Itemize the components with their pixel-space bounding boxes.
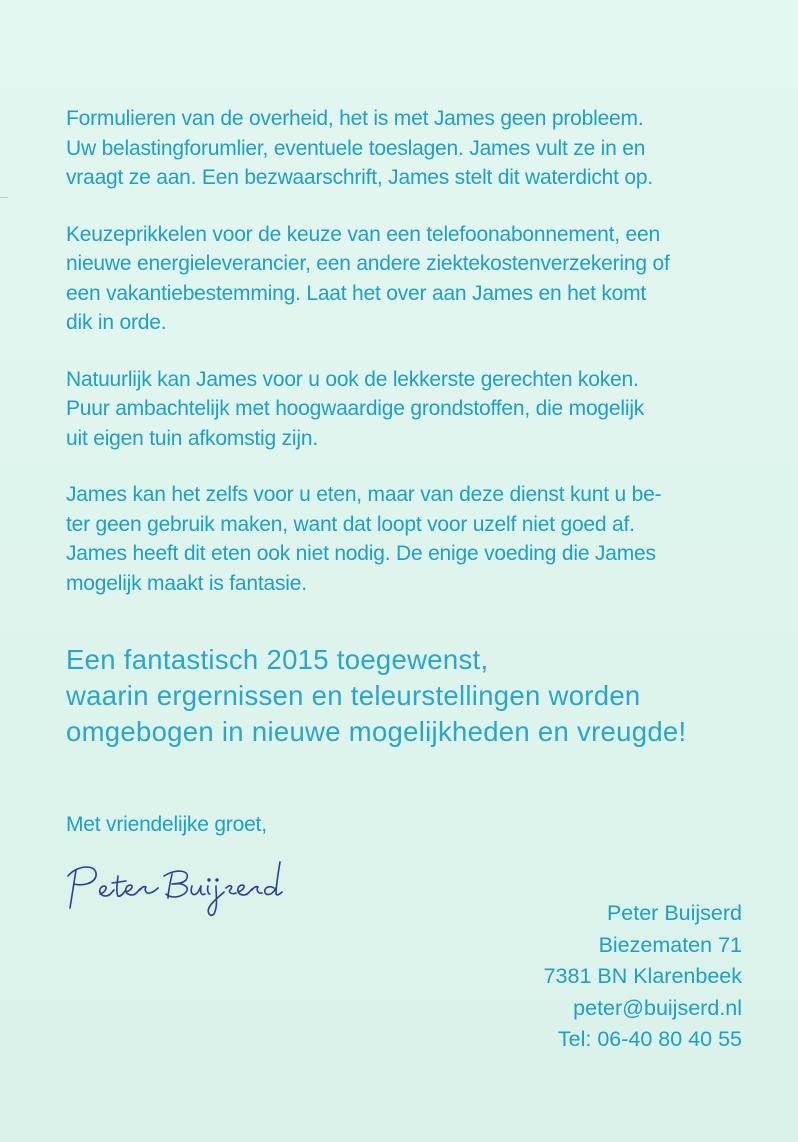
text-line: Formulieren van de overheid, het is met James geen probleem.: [66, 107, 644, 130]
text-line: Natuurlijk kan James voor u ook de lekkerste gerechten koken.: [66, 367, 639, 391]
margin-mark: [0, 197, 8, 198]
text-line: een vakantiebestemming. Laat het over aan James en het komt: [66, 281, 647, 305]
sender-street: Biezematen 71: [598, 932, 742, 957]
text-line: nieuwe energieleverancier, een andere ziektekostenverzekering of: [66, 252, 670, 275]
wish-line: waarin ergernissen en teleurstellingen worden: [66, 680, 641, 711]
paragraph-eating: [66, 480, 756, 598]
text-line: James kan het zelfs voor u eten, maar van deze dienst kunt u be-: [66, 483, 662, 506]
text-line: Uw belastingforumlier, eventuele toeslagen. James vult ze in en: [66, 136, 646, 160]
paragraph-choices: [66, 220, 756, 338]
wish-line: omgebogen in nieuwe mogelijkheden en vreugde!: [66, 716, 687, 747]
sender-address: [544, 898, 742, 1056]
text-line: Keuzeprikkelen voor de keuze van een telefoonabonnement, een: [66, 222, 660, 246]
handwritten-signature: [60, 850, 310, 920]
text-line: dik in orde.: [66, 311, 167, 334]
sender-city: 7381 BN Klarenbeek: [543, 964, 742, 988]
wish-line: Een fantastisch 2015 toegewenst,: [66, 644, 489, 675]
text-line: mogelijk maakt is fantasie.: [66, 571, 307, 595]
sender-email[interactable]: peter@buijserd.nl: [573, 995, 742, 1020]
text-line: vraagt ze aan. Een bezwaarschrift, James stelt dit waterdicht op.: [66, 166, 653, 189]
paragraph-cooking: [66, 365, 756, 454]
new-year-wish: [66, 642, 766, 750]
letter-body: [66, 104, 756, 625]
sender-phone: Tel: 06-40 80 40 55: [557, 1027, 742, 1051]
paragraph-government-forms: [66, 104, 756, 193]
closing-greeting: Met vriendelijke groet,: [66, 813, 267, 836]
text-line: James heeft dit eten ook niet nodig. De enige voeding die James: [66, 542, 656, 565]
text-line: Puur ambachtelijk met hoogwaardige grondstoffen, die mogelijk: [66, 397, 645, 420]
text-line: ter geen gebruik maken, want dat loopt voor uzelf niet goed af.: [66, 512, 635, 536]
sender-name: Peter Buijserd: [606, 901, 742, 925]
text-line: uit eigen tuin afkomstig zijn.: [66, 426, 318, 450]
